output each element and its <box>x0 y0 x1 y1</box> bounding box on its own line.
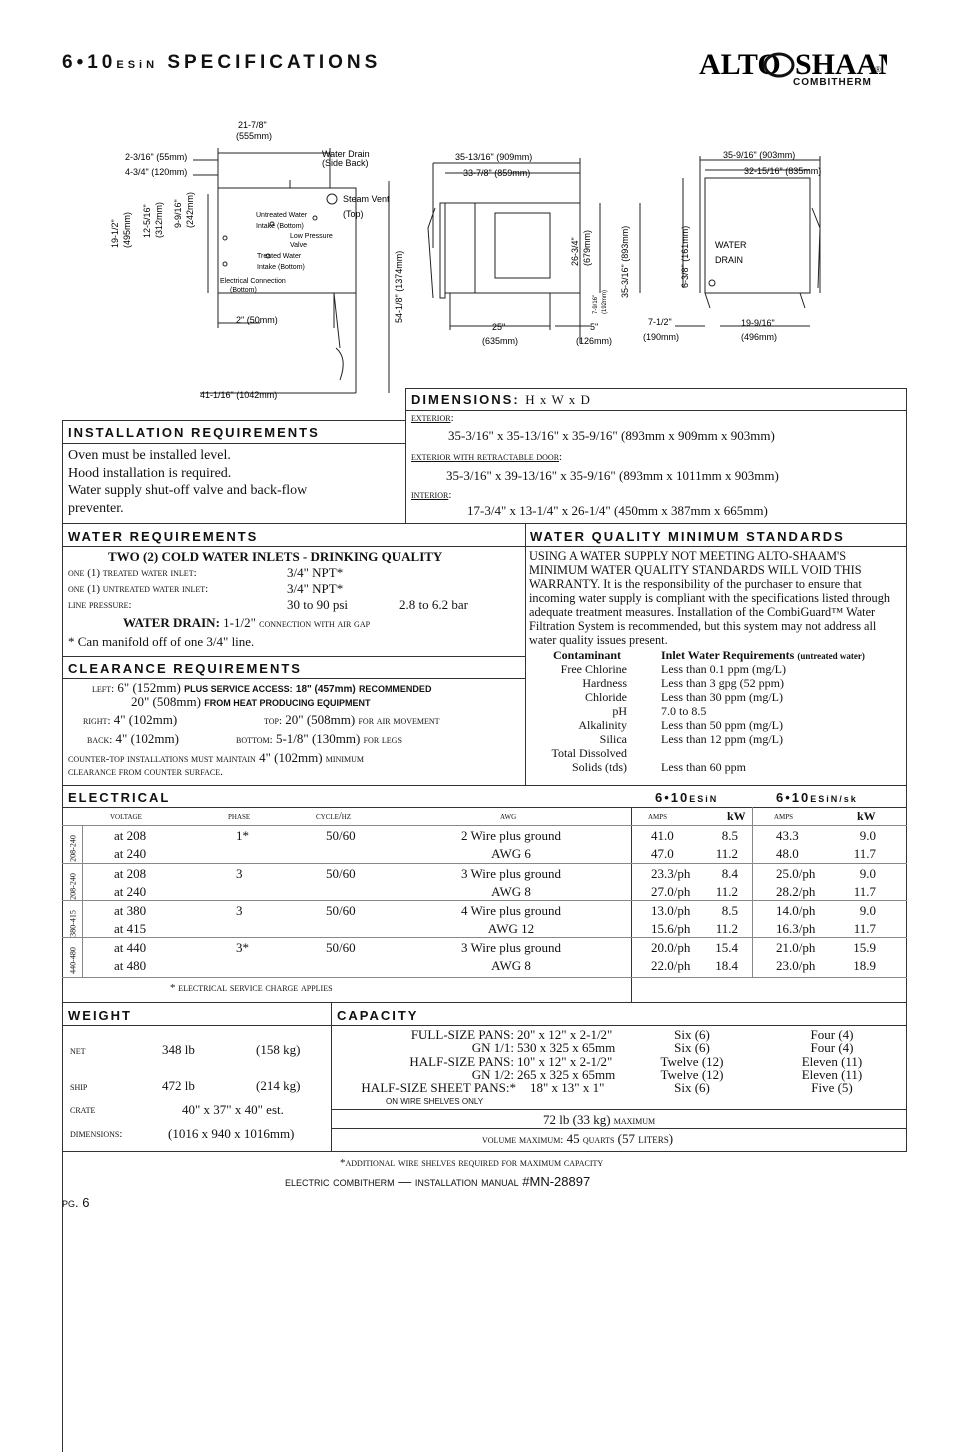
weight-heading: WEIGHT <box>68 1008 132 1023</box>
col-cycle: cycle/hz <box>316 811 352 822</box>
electrical-heading: ELECTRICAL <box>68 790 171 805</box>
col-amps: amps <box>774 811 794 822</box>
dim-label: (495mm) <box>122 211 132 248</box>
dim-label: 5" <box>590 322 599 332</box>
electrical-cell-ph: 3* <box>236 940 249 955</box>
quality-heading: WATER QUALITY MINIMUM STANDARDS <box>530 529 845 544</box>
weight-dims-value: (1016 x 940 x 1016mm) <box>168 1126 295 1141</box>
model1-heading: 6•10ESiN <box>655 790 719 805</box>
page-title: 6•10ESiN SPECIFICATIONS <box>62 52 382 73</box>
electrical-cell-k1: 15.4 <box>715 940 738 955</box>
electrical-cell-k2: 18.9 <box>853 958 876 973</box>
col-amps: amps <box>648 811 668 822</box>
dim-label: 7-1/2" <box>648 317 672 327</box>
col-kw: kW <box>857 809 876 823</box>
electrical-cell-k1: 8.5 <box>721 903 738 918</box>
dim-label: 6-3/8" (161mm) <box>680 225 690 288</box>
dim-label: 33-7/8" (859mm) <box>463 168 531 178</box>
water-subheading: TWO (2) COLD WATER INLETS - DRINKING QUALITY <box>108 549 443 564</box>
electrical-cell-a2: 21.0/ph <box>776 940 816 955</box>
electrical-cell-k1: 11.2 <box>715 846 738 861</box>
dim-label: 35-9/16" (903mm) <box>723 150 796 160</box>
clearance-counter: counter-top installations must maintain 4" (102mm) minimum <box>68 750 365 765</box>
electrical-cell-awg: AWG 6 <box>491 846 531 861</box>
dim-label: Intake (Bottom) <box>257 264 305 271</box>
dim-label: 35-3/16" (893mm) <box>620 225 630 298</box>
capacity-max: 72 lb (33 kg) maximum <box>543 1112 656 1127</box>
brand-reg-text: ® <box>875 65 881 74</box>
dim-label: 21-7/8" <box>238 120 267 130</box>
electrical-cell-k1: 18.4 <box>715 958 738 973</box>
quality-text: USING A WATER SUPPLY NOT MEETING ALTO-SHAAM'S MINIMUM WATER QUALITY STANDARDS WILL VOID THIS WARRANTY. It is the responsibility of the purchaser to ensure that incoming water supply is compliant with the specifications listed through adequate treatment measures. Installation of the CombiGuard™ Water Filtration System is recommended, but this system may not address all water quality issues present. <box>529 549 890 647</box>
water-row-value: 3/4" NPT* <box>287 565 344 580</box>
electrical-cell-a2: 23.0/ph <box>776 958 816 973</box>
electrical-cell-awg: 3 Wire plus ground <box>461 940 561 955</box>
installation-line: preventer. <box>68 500 124 516</box>
electrical-cell-hz: 50/60 <box>326 866 356 881</box>
dim-label: 9-9/16" <box>173 199 183 228</box>
electrical-cell-awg: AWG 12 <box>487 921 535 936</box>
dim-label: Steam Vent <box>343 194 390 204</box>
electrical-cell-v: at 240 <box>114 846 147 861</box>
capacity-c2: Eleven (11) <box>801 1066 863 1082</box>
electrical-cell-awg: 2 Wire plus ground <box>461 828 561 843</box>
water-drain: WATER DRAIN: 1-1/2" connection with air gap <box>123 615 371 630</box>
dim-label: (242mm) <box>185 191 195 228</box>
electrical-cell-k2: 11.7 <box>853 921 876 936</box>
electrical-cell-ph: 3 <box>236 866 243 881</box>
quality-col1: Contaminant <box>553 648 622 662</box>
electrical-cell-k2: 15.9 <box>853 940 876 955</box>
dim-label: Valve <box>290 242 307 249</box>
electrical-cell-v: at 440 <box>114 940 147 955</box>
dim-label: 25" <box>492 322 506 332</box>
clearance-bottom: bottom: 5-1/8" (130mm) for legs <box>236 731 402 746</box>
voltage-range-label: 208-240 <box>68 835 78 862</box>
electrical-footnote: * electrical service charge applies <box>170 982 333 994</box>
dim-label: Water Drain <box>322 149 370 159</box>
exterior-label: exterior: <box>411 412 454 424</box>
dim-label: 2" (50mm) <box>236 315 278 325</box>
quality-contaminant: pH <box>612 704 627 718</box>
brand-logo <box>697 44 887 97</box>
dim-label: (679mm) <box>582 229 592 266</box>
weight-ship-kg: (214 kg) <box>256 1078 301 1093</box>
electrical-cell-k2: 9.0 <box>859 866 876 881</box>
installation-line: Oven must be installed level. <box>68 448 231 463</box>
quality-value: Less than 50 ppm (mg/L) <box>661 718 783 732</box>
dim-label: (190mm) <box>643 332 680 342</box>
dim-label: 54-1/8" (1374mm) <box>394 250 404 323</box>
dim-label: 26-3/4" <box>570 237 580 266</box>
quality-value: Less than 60 ppm <box>661 760 746 774</box>
electrical-cell-a2: 28.2/ph <box>776 884 816 899</box>
electrical-cell-awg: AWG 8 <box>491 958 531 973</box>
capacity-size: 10" x 12" x 2-1/2" <box>517 1053 613 1069</box>
dim-label: Low Pressure <box>290 233 333 240</box>
quality-col2: Inlet Water Requirements (untreated water) <box>661 648 865 662</box>
retract-value: 35-3/16" x 39-13/16" x 35-9/16" (893mm x 1011mm x 903mm) <box>446 468 779 483</box>
quality-contaminant: Total Dissolved <box>551 746 627 760</box>
brand-right-text: SHAA <box>795 48 879 81</box>
electrical-cell-k1: 8.4 <box>721 866 738 881</box>
installation-line: Water supply shut-off valve and back-flow <box>68 483 308 498</box>
installation-line: Hood installation is required. <box>68 465 232 481</box>
dim-label: (192mm) <box>602 289 608 314</box>
capacity-table <box>332 1028 906 1094</box>
col-voltage: voltage <box>110 811 142 822</box>
capacity-c2: Eleven (11) <box>801 1053 863 1069</box>
capacity-label: FULL-SIZE PANS: <box>410 1027 514 1042</box>
dim-label: 35-13/16" (909mm) <box>455 152 533 162</box>
electrical-cell-a1: 22.0/ph <box>651 958 691 973</box>
water-row-label: one (1) untreated water inlet: <box>68 583 209 595</box>
clearance-back: back: 4" (102mm) <box>87 731 179 746</box>
electrical-cell-k2: 9.0 <box>859 903 876 918</box>
electrical-cell-k2: 11.7 <box>853 884 876 899</box>
dim-label: 2-3/16" (55mm) <box>125 152 188 162</box>
capacity-c2: Four (4) <box>810 1027 854 1042</box>
weight-net-kg: (158 kg) <box>256 1042 301 1057</box>
col-kw: kW <box>727 809 746 823</box>
model2-heading: 6•10ESiN/sk <box>776 790 858 805</box>
electrical-cell-k2: 9.0 <box>859 828 876 843</box>
capacity-label: HALF-SIZE PANS: <box>409 1053 514 1069</box>
installation-text <box>68 447 307 517</box>
installation-heading: INSTALLATION REQUIREMENTS <box>68 425 320 440</box>
electrical-cell-a1: 15.6/ph <box>651 921 691 936</box>
capacity-c1: Six (6) <box>674 1027 710 1042</box>
dim-label: (635mm) <box>482 336 519 346</box>
electrical-cell-a1: 27.0/ph <box>651 884 691 899</box>
quality-contaminant: Alkalinity <box>578 718 627 732</box>
dim-label: 19-1/2" <box>110 219 120 248</box>
dim-label: Untreated Water <box>256 212 308 219</box>
clearance-right: right: 4" (102mm) <box>83 712 178 727</box>
quality-value: Less than 3 gpg (52 ppm) <box>661 676 784 690</box>
clearance-left: left: 6" (152mm) PLUS SERVICE ACCESS: 18" (457mm) RECOMMENDED <box>92 680 432 695</box>
capacity-c1: Six (6) <box>674 1080 710 1096</box>
electrical-cell-a2: 43.3 <box>776 828 799 843</box>
dim-label: WATER <box>715 240 747 250</box>
water-heading: WATER REQUIREMENTS <box>68 529 259 544</box>
capacity-c2: Five (5) <box>811 1080 853 1096</box>
capacity-label: GN 1/1: <box>471 1040 514 1056</box>
quality-contaminant: Solids (tds) <box>571 760 627 774</box>
weight-ship-label: ship <box>70 1081 88 1093</box>
electrical-cell-k2: 11.7 <box>853 846 876 861</box>
water-row-value2: 2.8 to 6.2 bar <box>399 597 468 612</box>
dim-label: (Side Back) <box>322 158 369 168</box>
clearance-heading: CLEARANCE REQUIREMENTS <box>68 661 302 676</box>
electrical-cell-hz: 50/60 <box>326 828 356 843</box>
col-phase: phase <box>228 811 251 822</box>
electrical-cell-awg: 3 Wire plus ground <box>461 866 561 881</box>
capacity-size: 20" x 12" x 2-1/2" <box>517 1027 613 1042</box>
footer-page: pg. 6 <box>62 1195 90 1210</box>
electrical-cell-a2: 16.3/ph <box>776 921 816 936</box>
dim-label: Electrical Connection <box>220 278 286 285</box>
dim-label: 12-5/16" <box>142 204 152 238</box>
voltage-range-label: 208-240 <box>68 873 78 900</box>
quality-contaminant: Hardness <box>582 676 627 690</box>
dim-label: (Bottom) <box>230 287 257 294</box>
dim-label: (496mm) <box>741 332 778 342</box>
quality-contaminant: Chloride <box>585 690 627 704</box>
quality-contaminant: Silica <box>599 732 627 746</box>
electrical-cell-v: at 380 <box>114 903 147 918</box>
electrical-cell-v: at 415 <box>114 921 147 936</box>
electrical-cell-a2: 14.0/ph <box>776 903 816 918</box>
capacity-volume: volume maximum: 45 quarts (57 liters) <box>482 1131 674 1146</box>
electrical-cell-k1: 11.2 <box>715 921 738 936</box>
electrical-cell-v: at 208 <box>114 828 147 843</box>
voltage-range-label: 380-415 <box>68 910 78 937</box>
electrical-cell-a2: 48.0 <box>776 846 799 861</box>
water-note: * Can manifold off of one 3/4" line. <box>68 634 255 649</box>
electrical-cell-ph: 1* <box>236 828 249 843</box>
voltage-range-label: 440-480 <box>68 947 78 974</box>
quality-value: Less than 0.1 ppm (mg/L) <box>661 662 786 676</box>
dim-label: (126mm) <box>576 336 613 346</box>
electrical-cell-ph: 3 <box>236 903 243 918</box>
capacity-size: 265 x 325 x 65mm <box>517 1066 616 1082</box>
electrical-cell-k1: 11.2 <box>715 884 738 899</box>
water-row-value: 3/4" NPT* <box>287 581 344 596</box>
dimensions-heading: DIMENSIONS: H x W x D <box>411 392 591 407</box>
water-row-label: line pressure: <box>68 599 132 611</box>
electrical-cell-a1: 47.0 <box>651 846 674 861</box>
weight-net-lb: 348 lb <box>162 1042 195 1057</box>
weight-dims-label: dimensions: <box>70 1128 123 1140</box>
clearance-top: top: 20" (508mm) for air movement <box>264 712 440 727</box>
capacity-size: 18" x 13" x 1" <box>530 1080 605 1096</box>
interior-label: interior: <box>411 489 452 501</box>
electrical-cell-k1: 8.5 <box>721 828 738 843</box>
dim-label: 19-9/16" <box>741 318 775 328</box>
capacity-footnote: *additional wire shelves required for maximum capacity <box>340 1157 604 1169</box>
capacity-c1: Twelve (12) <box>660 1066 724 1082</box>
electrical-cell-v: at 240 <box>114 884 147 899</box>
weight-crate-label: crate <box>70 1104 96 1116</box>
capacity-size: 530 x 325 x 65mm <box>517 1040 616 1056</box>
capacity-c1: Six (6) <box>674 1040 710 1056</box>
dim-label: Intake (Bottom) <box>256 223 304 230</box>
dim-label: DRAIN <box>715 255 744 265</box>
dim-label: 41-1/16" (1042mm) <box>200 390 278 400</box>
capacity-wire-note: ON WIRE SHELVES ONLY <box>386 1097 484 1106</box>
dim-label: (Top) <box>343 209 364 219</box>
dim-label: Treated Water <box>257 253 302 260</box>
dimension-diagram <box>100 118 860 403</box>
col-awg: awg <box>500 811 517 822</box>
dim-label: (555mm) <box>236 131 273 141</box>
electrical-cell-a1: 20.0/ph <box>651 940 691 955</box>
exterior-value: 35-3/16" x 35-13/16" x 35-9/16" (893mm x 909mm x 903mm) <box>448 428 775 443</box>
electrical-cell-awg: 4 Wire plus ground <box>461 903 561 918</box>
interior-value: 17-3/4" x 13-1/4" x 26-1/4" (450mm x 387mm x 665mm) <box>467 503 768 518</box>
quality-value: Less than 30 ppm (mg/L) <box>661 690 783 704</box>
weight-ship-lb: 472 lb <box>162 1078 195 1093</box>
clearance-counter2: clearance from counter surface. <box>68 766 223 778</box>
brand-subtitle: COMBITHERM <box>793 77 872 88</box>
capacity-c2: Four (4) <box>810 1040 854 1056</box>
quality-value: Less than 12 ppm (mg/L) <box>661 732 783 746</box>
brand-left-text: ALTO <box>699 48 781 81</box>
electrical-cell-hz: 50/60 <box>326 940 356 955</box>
capacity-label: HALF-SIZE SHEET PANS:* <box>361 1080 516 1096</box>
electrical-cell-awg: AWG 8 <box>491 884 531 899</box>
dim-label: 7-9/16" <box>593 294 599 314</box>
dim-label: 4-3/4" (120mm) <box>125 167 188 177</box>
electrical-cell-a1: 23.3/ph <box>651 866 691 881</box>
electrical-cell-v: at 480 <box>114 958 147 973</box>
capacity-heading: CAPACITY <box>337 1008 419 1023</box>
electrical-cell-hz: 50/60 <box>326 903 356 918</box>
footer-manual: electric combitherm — installation manual #MN-28897 <box>285 1174 591 1189</box>
water-row-value: 30 to 90 psi <box>287 597 349 612</box>
clearance-left2: 20" (508mm) FROM HEAT PRODUCING EQUIPMENT <box>131 694 371 709</box>
retract-label: exterior with retractable door: <box>411 451 563 463</box>
electrical-cell-a2: 25.0/ph <box>776 866 816 881</box>
electrical-cell-a1: 41.0 <box>651 828 674 843</box>
weight-net-label: net <box>70 1045 86 1057</box>
capacity-label: GN 1/2: <box>471 1066 514 1082</box>
electrical-cell-a1: 13.0/ph <box>651 903 691 918</box>
quality-contaminant: Free Chlorine <box>560 662 627 676</box>
weight-crate-value: 40" x 37" x 40" est. <box>182 1102 284 1117</box>
water-row-label: one (1) treated water inlet: <box>68 567 197 579</box>
quality-value: 7.0 to 8.5 <box>661 704 707 718</box>
dim-label: (312mm) <box>154 201 164 238</box>
capacity-c1: Twelve (12) <box>660 1053 724 1069</box>
electrical-cell-v: at 208 <box>114 866 147 881</box>
dim-label: 32-15/16" (835mm) <box>744 166 822 176</box>
